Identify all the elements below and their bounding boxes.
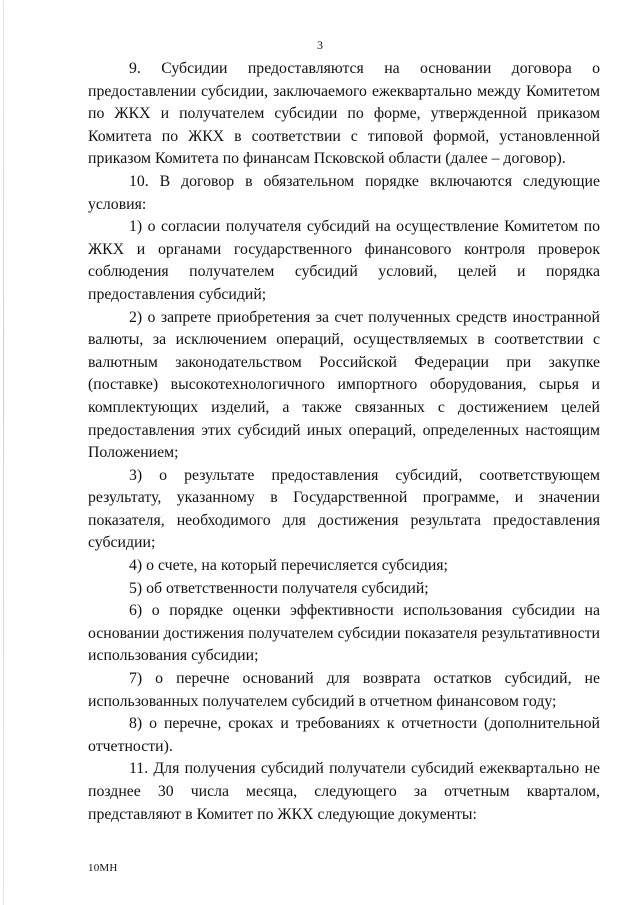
paragraph-subitem-7: 7) о перечне оснований для возврата остатков субсидий, не использованных получателем субсидий в отчетном финансовом году; [88,670,600,710]
paragraph-item-11: 11. Для получения субсидий получатели субсидий ежеквартально не позднее 30 числа месяца, следующего за отчетным кварталом, представляют в Комитет по ЖКХ следующие документы: [88,760,600,823]
paragraph-subitem-5: 5) об ответственности получателя субсидий; [129,579,429,597]
paragraph-subitem-8: 8) о перечне, сроках и требованиях к отчетности (дополнительной отчетности). [88,715,600,755]
footer-document-code: 10МН [88,862,118,874]
paragraph-item-10: 10. В договор в обязательном порядке включаются следующие условия: [88,172,600,213]
paragraph-item-9: 9. Субсидии предоставляются на основании договора о предоставлении субсидии, заключаемого ежеквартально между Комитетом по ЖКХ и получателем субсидии по форме, утвержденной приказом Комитета по ЖКХ в соответствии с типовой формой, установленной приказом Комитета по финансам Псковской области (далее – договор). [88,60,600,168]
document-body [88,58,600,826]
paragraph-subitem-3: 3) о результате предоставления субсидий, соответствующем результату, указанному в Государственной программе, и значении показателя, необходимого для достижения результата предоставления субсидии; [88,466,600,552]
paragraph-subitem-2: 2) о запрете приобретения за счет полученных средств иностранной валюты, за исключением операций, осуществляемых в соответствии с валютным законодательством Российской Федерации при закупке (поставке) высокотехнологичного импортного оборудования, сырья и комплектующих изделий, а также связанных с достижением целей предоставления этих субсидий иных операций, определенных настоящим Положением; [88,308,600,462]
scan-edge-line [3,0,4,905]
page-number: 3 [317,38,323,52]
paragraph-subitem-6: 6) о порядке оценки эффективности использования субсидии на основании достижения получателем субсидии показателя результативности использования субсидии; [88,602,600,665]
paragraph-subitem-1: 1) о согласии получателя субсидий на осуществление Комитетом по ЖКХ и органами государственного финансового контроля проверок соблюдения получателем субсидий условий, целей и порядка предоставления субсидий; [88,218,600,303]
paragraph-subitem-4: 4) о счете, на который перечисляется субсидия; [129,557,448,575]
